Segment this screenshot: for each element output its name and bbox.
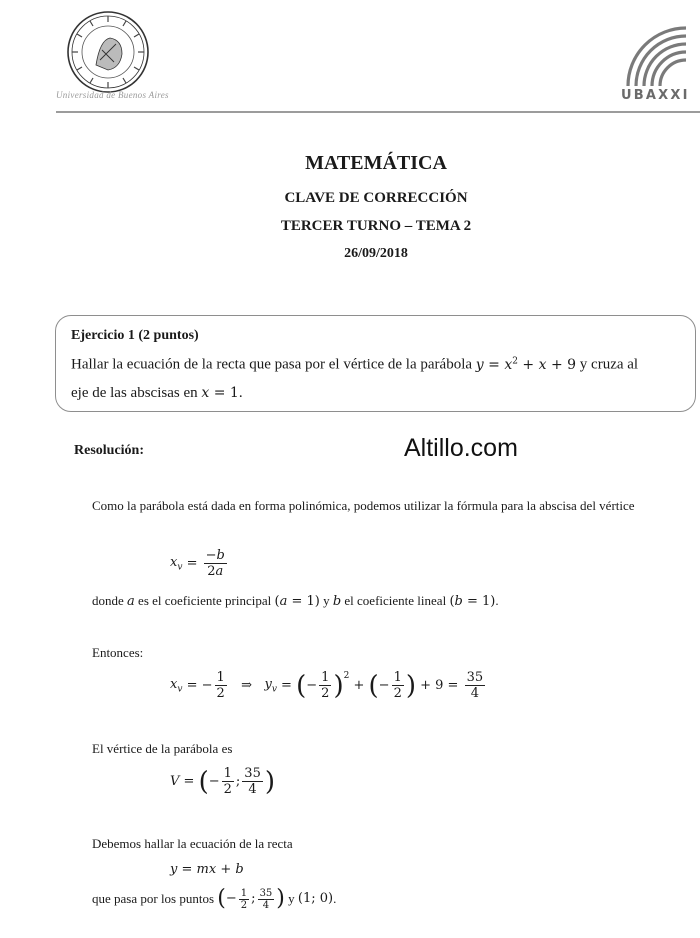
equation-line: y = mx + b <box>170 862 244 877</box>
seal-caption: Universidad de Buenos Aires <box>56 90 169 100</box>
paragraph-find-line: Debemos hallar la ecuación de la recta <box>92 836 293 851</box>
page-subtitle: CLAVE DE CORRECCIÓN <box>284 190 468 206</box>
equation-vertex-point: V = ( − $\frac{1}{2}$ ; $\frac{35}{4}$ ) <box>170 766 275 797</box>
watermark: Altillo.com <box>404 434 518 462</box>
paragraph-vertex-is: El vértice de la parábola es <box>92 741 233 756</box>
paragraph-coefficients: donde a es el coeficiente principal (a = 1) y b el coeficiente lineal (b = 1). <box>92 593 499 609</box>
ubaxxi-brand: UBAXXI <box>621 88 690 103</box>
page-title: MATEMÁTICA <box>305 152 447 174</box>
paragraph-points: que pasa por los puntos ( − $\frac{1}{2}$ ; $\frac{35}{4}$ ) y (1; 0) . <box>92 886 337 911</box>
equation-xv-formula: $x_v$ = $\frac{-b}{2a}$ <box>170 548 225 579</box>
x-equals-one: x = 1 <box>201 384 239 401</box>
point-axis: (1; 0) <box>297 891 334 906</box>
ubaxxi-logo-icon <box>620 20 694 92</box>
exercise-statement: Hallar la ecuación de la recta que pasa por el vértice de la parábola $y = x^2 + x + 9$ y cruza al eje de las abscisas en x = 1. <box>71 356 639 401</box>
point-vertex: ( − $\frac{1}{2}$ ; $\frac{35}{4}$ ) <box>217 886 285 911</box>
equation-vertex-calc: $x_v$ = − $\frac{1}{2}$ ⇒ $y_v$ = ( − $\frac{1}{2}$ ) $^2$ + ( − $\frac{1}{2}$ ) + 9 = $\frac{35}{4}$ <box>170 670 484 701</box>
exercise-title: Ejercicio 1 (2 puntos) <box>71 328 199 343</box>
resolution-label: Resolución: <box>74 443 144 458</box>
paragraph-then: Entonces: <box>92 645 144 660</box>
exam-turn: TERCER TURNO – TEMA 2 <box>280 218 472 234</box>
paragraph-vertex-formula: Como la parábola está dada en forma polinómica, podemos utilizar la fórmula para la abscisa del vértice <box>92 498 635 513</box>
parabola-equation: $y = x^2 + x + 9$ <box>475 356 577 373</box>
university-seal <box>66 10 150 94</box>
exam-date: 26/09/2018 <box>344 246 408 261</box>
header-divider <box>56 111 700 113</box>
